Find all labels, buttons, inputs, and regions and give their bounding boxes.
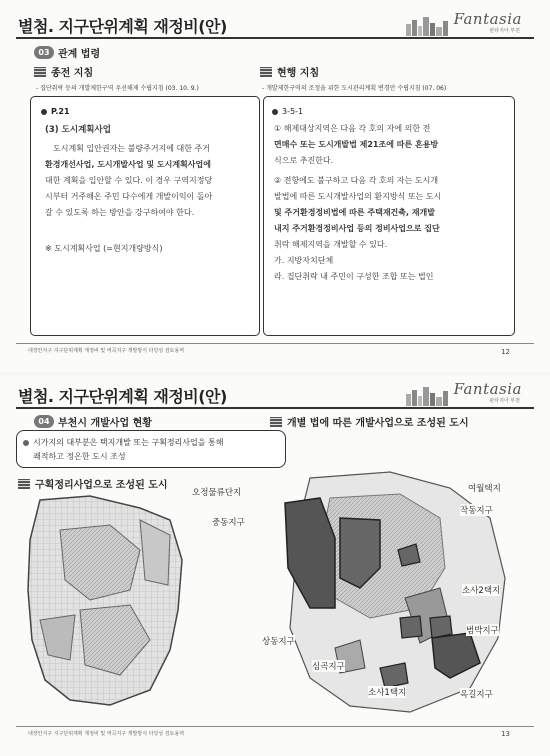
land-readjustment-map <box>20 490 190 712</box>
footer-rule <box>16 343 534 344</box>
right-ref <box>272 107 303 116</box>
right-heading-label: 개별 법에 따른 개발사업으로 조성된 도시 <box>287 418 469 429</box>
right-heading <box>260 64 319 79</box>
bullet-icon <box>41 109 47 115</box>
brand-sub: 판타지아 부천 <box>489 398 520 404</box>
map-label: 상동지구 <box>262 637 295 647</box>
brand-word: Fantasia <box>453 380 522 398</box>
brand-logo <box>404 380 522 406</box>
right-line-7: 내지 주거환경정비사업 등의 정비사업으로 집단 <box>274 224 440 233</box>
map-label: 여월택지 <box>468 484 501 494</box>
left-heading-label: 종전 지침 <box>51 68 94 79</box>
left-ref <box>41 107 70 116</box>
page-number: 13 <box>501 730 510 738</box>
right-line-1: ① 해제대상지역은 다음 각 호의 자에 의한 전 <box>274 124 431 133</box>
right-line-6: 및 주거환경정비법에 따른 주택재건축, 재개발 <box>274 208 436 217</box>
flag-icon <box>270 417 282 427</box>
section-heading <box>34 45 100 60</box>
flag-icon <box>34 67 46 77</box>
section-label: 부천시 개발사업 현황 <box>58 418 152 429</box>
skyline-icon <box>404 14 454 36</box>
footer-text: 대장안지구 지구단위계획 재정비 및 역곡지구 개발방식 타당성 검토용역 <box>28 348 185 354</box>
map-label: 심곡지구 <box>312 662 345 672</box>
left-line-4: 시부터 거주해온 주민 다수에게 개발이익이 돌아 <box>45 192 213 201</box>
map-label: 범박지구 <box>466 626 499 636</box>
right-line-9: 가. 지방자치단체 <box>274 256 334 265</box>
page-13 <box>0 376 550 756</box>
title-rule <box>16 407 534 409</box>
summary-line-1-text: 시가지의 대부분은 택지개발 또는 구획정리사업을 통해 <box>33 438 224 447</box>
left-line-3: 대한 계획을 입안할 수 있다. 이 경우 구역지정당 <box>45 176 213 185</box>
section-number: 03 <box>34 46 54 59</box>
page-title: 별첨. 지구단위계획 재정비(안) <box>18 387 227 406</box>
left-line-1: 도시계획 입안권자는 불량주거지에 대한 주거 <box>53 144 211 153</box>
left-ref-text: P.21 <box>51 107 70 116</box>
right-line-10: 라. 집단취락 내 주민이 구성한 조합 또는 법인 <box>274 272 434 281</box>
left-line-5: 갈 수 있도록 하는 방안을 강구하여야 한다. <box>45 208 195 217</box>
right-ref-text: 3-5-1 <box>282 107 304 116</box>
left-footnote: ※ 도시계획사업 (=현지개량방식) <box>45 244 163 253</box>
section-number: 04 <box>34 415 54 428</box>
left-heading-label: 구획정리사업으로 조성된 도시 <box>35 480 168 491</box>
map-label: 옥길지구 <box>460 690 493 700</box>
section-label: 관계 법령 <box>58 49 101 60</box>
flag-icon <box>18 479 30 489</box>
flag-icon <box>260 67 272 77</box>
left-heading <box>18 476 168 491</box>
bullet-icon <box>272 109 278 115</box>
left-line-2: 환경개선사업, 도시개발사업 및 도시계획사업에 <box>45 160 211 169</box>
right-line-5: 발법에 따른 도시개발사업의 환지방식 또는 도시 <box>274 192 442 201</box>
skyline-icon <box>404 384 454 406</box>
section-heading <box>34 414 152 429</box>
right-line-3: 식으로 추진한다. <box>274 156 334 165</box>
left-subhead: (3) 도시계획사업 <box>45 125 111 135</box>
summary-box <box>16 430 286 468</box>
footer-text: 대장안지구 지구단위계획 재정비 및 역곡지구 개발방식 타당성 검토용역 <box>28 731 185 737</box>
bullet-icon <box>23 440 29 446</box>
right-line-2: 면매수 또는 도시개발법 제21조에 따른 혼용방 <box>274 140 439 149</box>
map-label: 중동지구 <box>212 518 245 528</box>
brand-word: Fantasia <box>453 10 522 28</box>
title-rule <box>16 37 534 39</box>
page-12 <box>0 0 550 372</box>
page-title: 별첨. 지구단위계획 재정비(안) <box>18 17 227 36</box>
right-heading <box>270 414 469 429</box>
summary-line-2: 쾌적하고 정온한 도시 조성 <box>33 452 126 461</box>
right-note: - 개발제한구역의 조정을 위한 도시관리계획 변경안 수립지침 (07. 06) <box>262 85 447 92</box>
map-label: 소사2택지 <box>462 586 501 596</box>
right-line-8: 취락 해제지역을 개발할 수 있다. <box>274 240 388 249</box>
right-box <box>263 96 515 336</box>
left-box <box>30 96 260 336</box>
footer-rule <box>16 726 534 727</box>
right-line-4: ② 전항에도 불구하고 다음 각 호의 자는 도시개 <box>274 176 439 185</box>
summary-line-1 <box>23 437 223 448</box>
page-number: 12 <box>501 348 510 356</box>
left-note: - 집단취락 등의 개발제한구역 우선해제 수립지침 (03. 10. 9.) <box>36 85 199 92</box>
brand-sub: 판타지아 부천 <box>489 28 520 34</box>
map-label: 오정물류단지 <box>192 488 242 498</box>
brand-logo <box>404 10 522 36</box>
map-label: 작동지구 <box>460 506 493 516</box>
map-label: 소사1택지 <box>368 688 407 698</box>
right-heading-label: 현행 지침 <box>277 68 320 79</box>
left-heading <box>34 64 93 79</box>
